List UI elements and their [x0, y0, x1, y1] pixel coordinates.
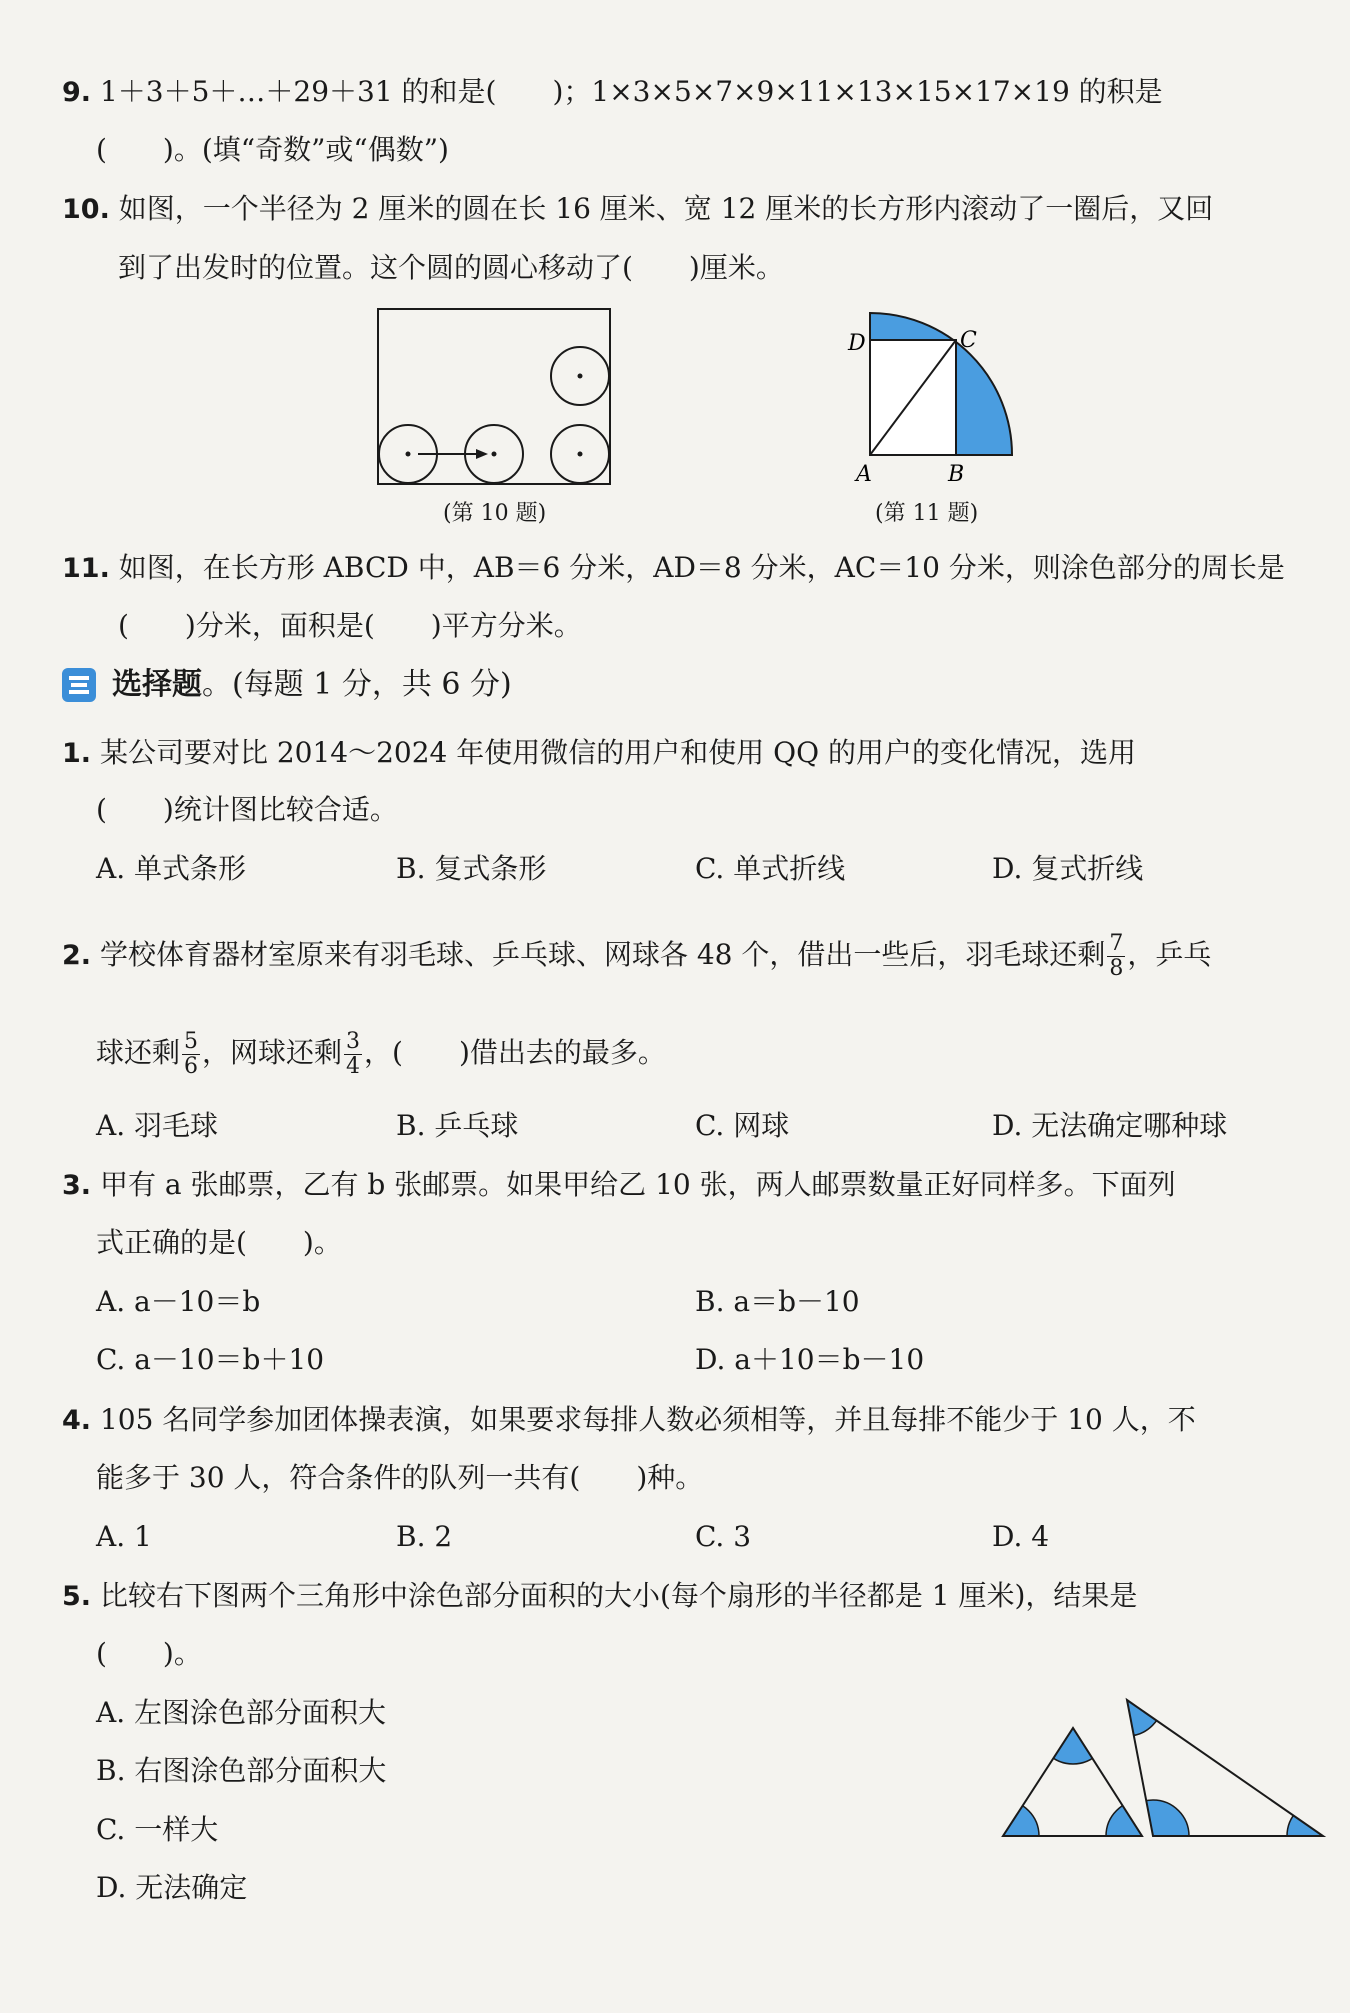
- rectangle-outline: [378, 309, 610, 484]
- choice-5-option-d[interactable]: D. 无法确定: [96, 1871, 248, 1904]
- numerator: 5: [184, 1029, 199, 1054]
- fraction-five-sixths: [182, 1030, 200, 1079]
- question-text: 如图，在长方形 ABCD 中，AB＝6 分米，AD＝8 分米，AC＝10 分米，则涂色部分的周长是: [118, 551, 1285, 584]
- question-text: 甲有 a 张邮票，乙有 b 张邮票。如果甲给乙 10 张，两人邮票数量正好同样多。下面列: [99, 1168, 1176, 1201]
- sector: [1287, 1800, 1330, 1845]
- label-d: D: [848, 331, 866, 356]
- label-c: C: [960, 328, 977, 353]
- figure-11-rectangle-arc: [840, 305, 1020, 490]
- choice-2-option-c[interactable]: C. 网球: [695, 1109, 790, 1142]
- section-note: 。(每题 1 分，共 6 分): [202, 667, 512, 702]
- choice-1-option-c[interactable]: C. 单式折线: [695, 852, 846, 885]
- question-number: 4.: [62, 1405, 92, 1436]
- label-b: B: [948, 462, 965, 487]
- fraction-seven-eighths: [1107, 932, 1125, 981]
- choice-3-option-a[interactable]: A. a－10＝b: [96, 1285, 261, 1318]
- question-number: 3.: [62, 1170, 92, 1201]
- denominator: 8: [1109, 956, 1124, 981]
- choice-5-option-a[interactable]: A. 左图涂色部分面积大: [96, 1696, 387, 1729]
- choice-1-option-a[interactable]: A. 单式条形: [96, 852, 247, 885]
- sector: [1091, 1690, 1163, 1736]
- question-number: 2.: [62, 940, 92, 971]
- question-text: 比较右下图两个三角形中涂色部分面积的大小(每个扇形的半径都是 1 厘米)，结果是: [99, 1579, 1138, 1612]
- choice-3-option-c[interactable]: C. a－10＝b＋10: [96, 1343, 325, 1376]
- choice-4-option-d[interactable]: D. 4: [992, 1520, 1050, 1553]
- question-10-line-1: [62, 191, 1213, 228]
- question-text: ，( )借出去的最多。: [364, 1036, 666, 1069]
- choice-4-option-b[interactable]: B. 2: [396, 1520, 453, 1553]
- choice-2-line-1: [62, 932, 1211, 981]
- question-number: 1.: [62, 738, 92, 769]
- figure-10-caption: (第 10 题): [443, 501, 547, 526]
- question-text: ，网球还剩: [202, 1036, 343, 1069]
- question-number: 9.: [62, 77, 92, 108]
- choice-1-line-2: ( )统计图比较合适。: [96, 793, 398, 826]
- numerator: 7: [1109, 931, 1124, 956]
- section-three-badge-icon: [62, 668, 96, 702]
- choice-2-line-2: [96, 1030, 666, 1079]
- choice-4-line-2: 能多于 30 人，符合条件的队列一共有( )种。: [96, 1461, 704, 1494]
- question-text: 学校体育器材室原来有羽毛球、乒乓球、网球各 48 个，借出一些后，羽毛球还剩: [99, 938, 1106, 971]
- fraction-three-quarters: [344, 1030, 362, 1079]
- section-three-title: [112, 666, 512, 704]
- question-text: ，乒乓: [1127, 938, 1212, 971]
- section-title-text: 选择题: [112, 667, 202, 702]
- circle-center-dot: [578, 452, 583, 457]
- figure-11-caption: (第 11 题): [875, 501, 979, 526]
- label-a: A: [856, 462, 872, 487]
- denominator: 6: [184, 1054, 199, 1079]
- numerator: 3: [346, 1029, 361, 1054]
- choice-3-line-2: 式正确的是( )。: [96, 1226, 342, 1259]
- choice-5-line-1: [62, 1578, 1137, 1615]
- choice-1-option-d[interactable]: D. 复式折线: [992, 852, 1144, 885]
- choice-5-line-2: ( )。: [96, 1637, 202, 1670]
- choice-2-option-a[interactable]: A. 羽毛球: [96, 1109, 219, 1142]
- question-text: 某公司要对比 2014～2024 年使用微信的用户和使用 QQ 的用户的变化情况，选用: [99, 736, 1136, 769]
- arrow-head-icon: [476, 449, 488, 459]
- sector: [995, 1800, 1039, 1845]
- choice-4-option-a[interactable]: A. 1: [96, 1520, 152, 1553]
- choice-2-option-b[interactable]: B. 乒乓球: [396, 1109, 519, 1142]
- choice-4-option-c[interactable]: C. 3: [695, 1520, 752, 1553]
- circle-center-dot: [406, 452, 411, 457]
- question-text: 1＋3＋5＋…＋29＋31 的和是( )；1×3×5×7×9×11×13×15×17×19 的积是: [99, 75, 1163, 108]
- question-text: 105 名同学参加团体操表演，如果要求每排人数必须相等，并且每排不能少于 10 人，不: [99, 1403, 1196, 1436]
- question-11-line-2: ( )分米，面积是( )平方分米。: [118, 609, 582, 642]
- choice-5-option-b[interactable]: B. 右图涂色部分面积大: [96, 1754, 387, 1787]
- choice-3-line-1: [62, 1167, 1176, 1204]
- choice-5-option-c[interactable]: C. 一样大: [96, 1813, 219, 1846]
- question-10-line-2: 到了出发时的位置。这个圆的圆心移动了( )厘米。: [118, 251, 784, 284]
- question-9-line-2: ( )。(填“奇数”或“偶数”): [96, 133, 449, 166]
- question-number: 11.: [62, 553, 110, 584]
- circle-center-dot: [492, 452, 497, 457]
- question-9-line-1: [62, 74, 1163, 111]
- denominator: 4: [346, 1054, 361, 1079]
- question-text: 球还剩: [96, 1036, 181, 1069]
- choice-4-line-1: [62, 1402, 1196, 1439]
- choice-2-option-d[interactable]: D. 无法确定哪种球: [992, 1109, 1228, 1142]
- circle-center-dot: [578, 374, 583, 379]
- choice-3-option-d[interactable]: D. a＋10＝b－10: [695, 1343, 925, 1376]
- choice-3-option-b[interactable]: B. a＝b－10: [695, 1285, 860, 1318]
- choice-1-option-b[interactable]: B. 复式条形: [396, 852, 547, 885]
- question-number: 10.: [62, 194, 110, 225]
- choice-1-line-1: [62, 735, 1136, 772]
- figure-10-rolling-circle: [370, 305, 620, 490]
- question-11-line-1: [62, 550, 1285, 587]
- question-number: 5.: [62, 1581, 92, 1612]
- figure-two-triangles: [995, 1690, 1330, 1845]
- question-text: 如图，一个半径为 2 厘米的圆在长 16 厘米、宽 12 厘米的长方形内滚动了一圈后，又回: [118, 192, 1214, 225]
